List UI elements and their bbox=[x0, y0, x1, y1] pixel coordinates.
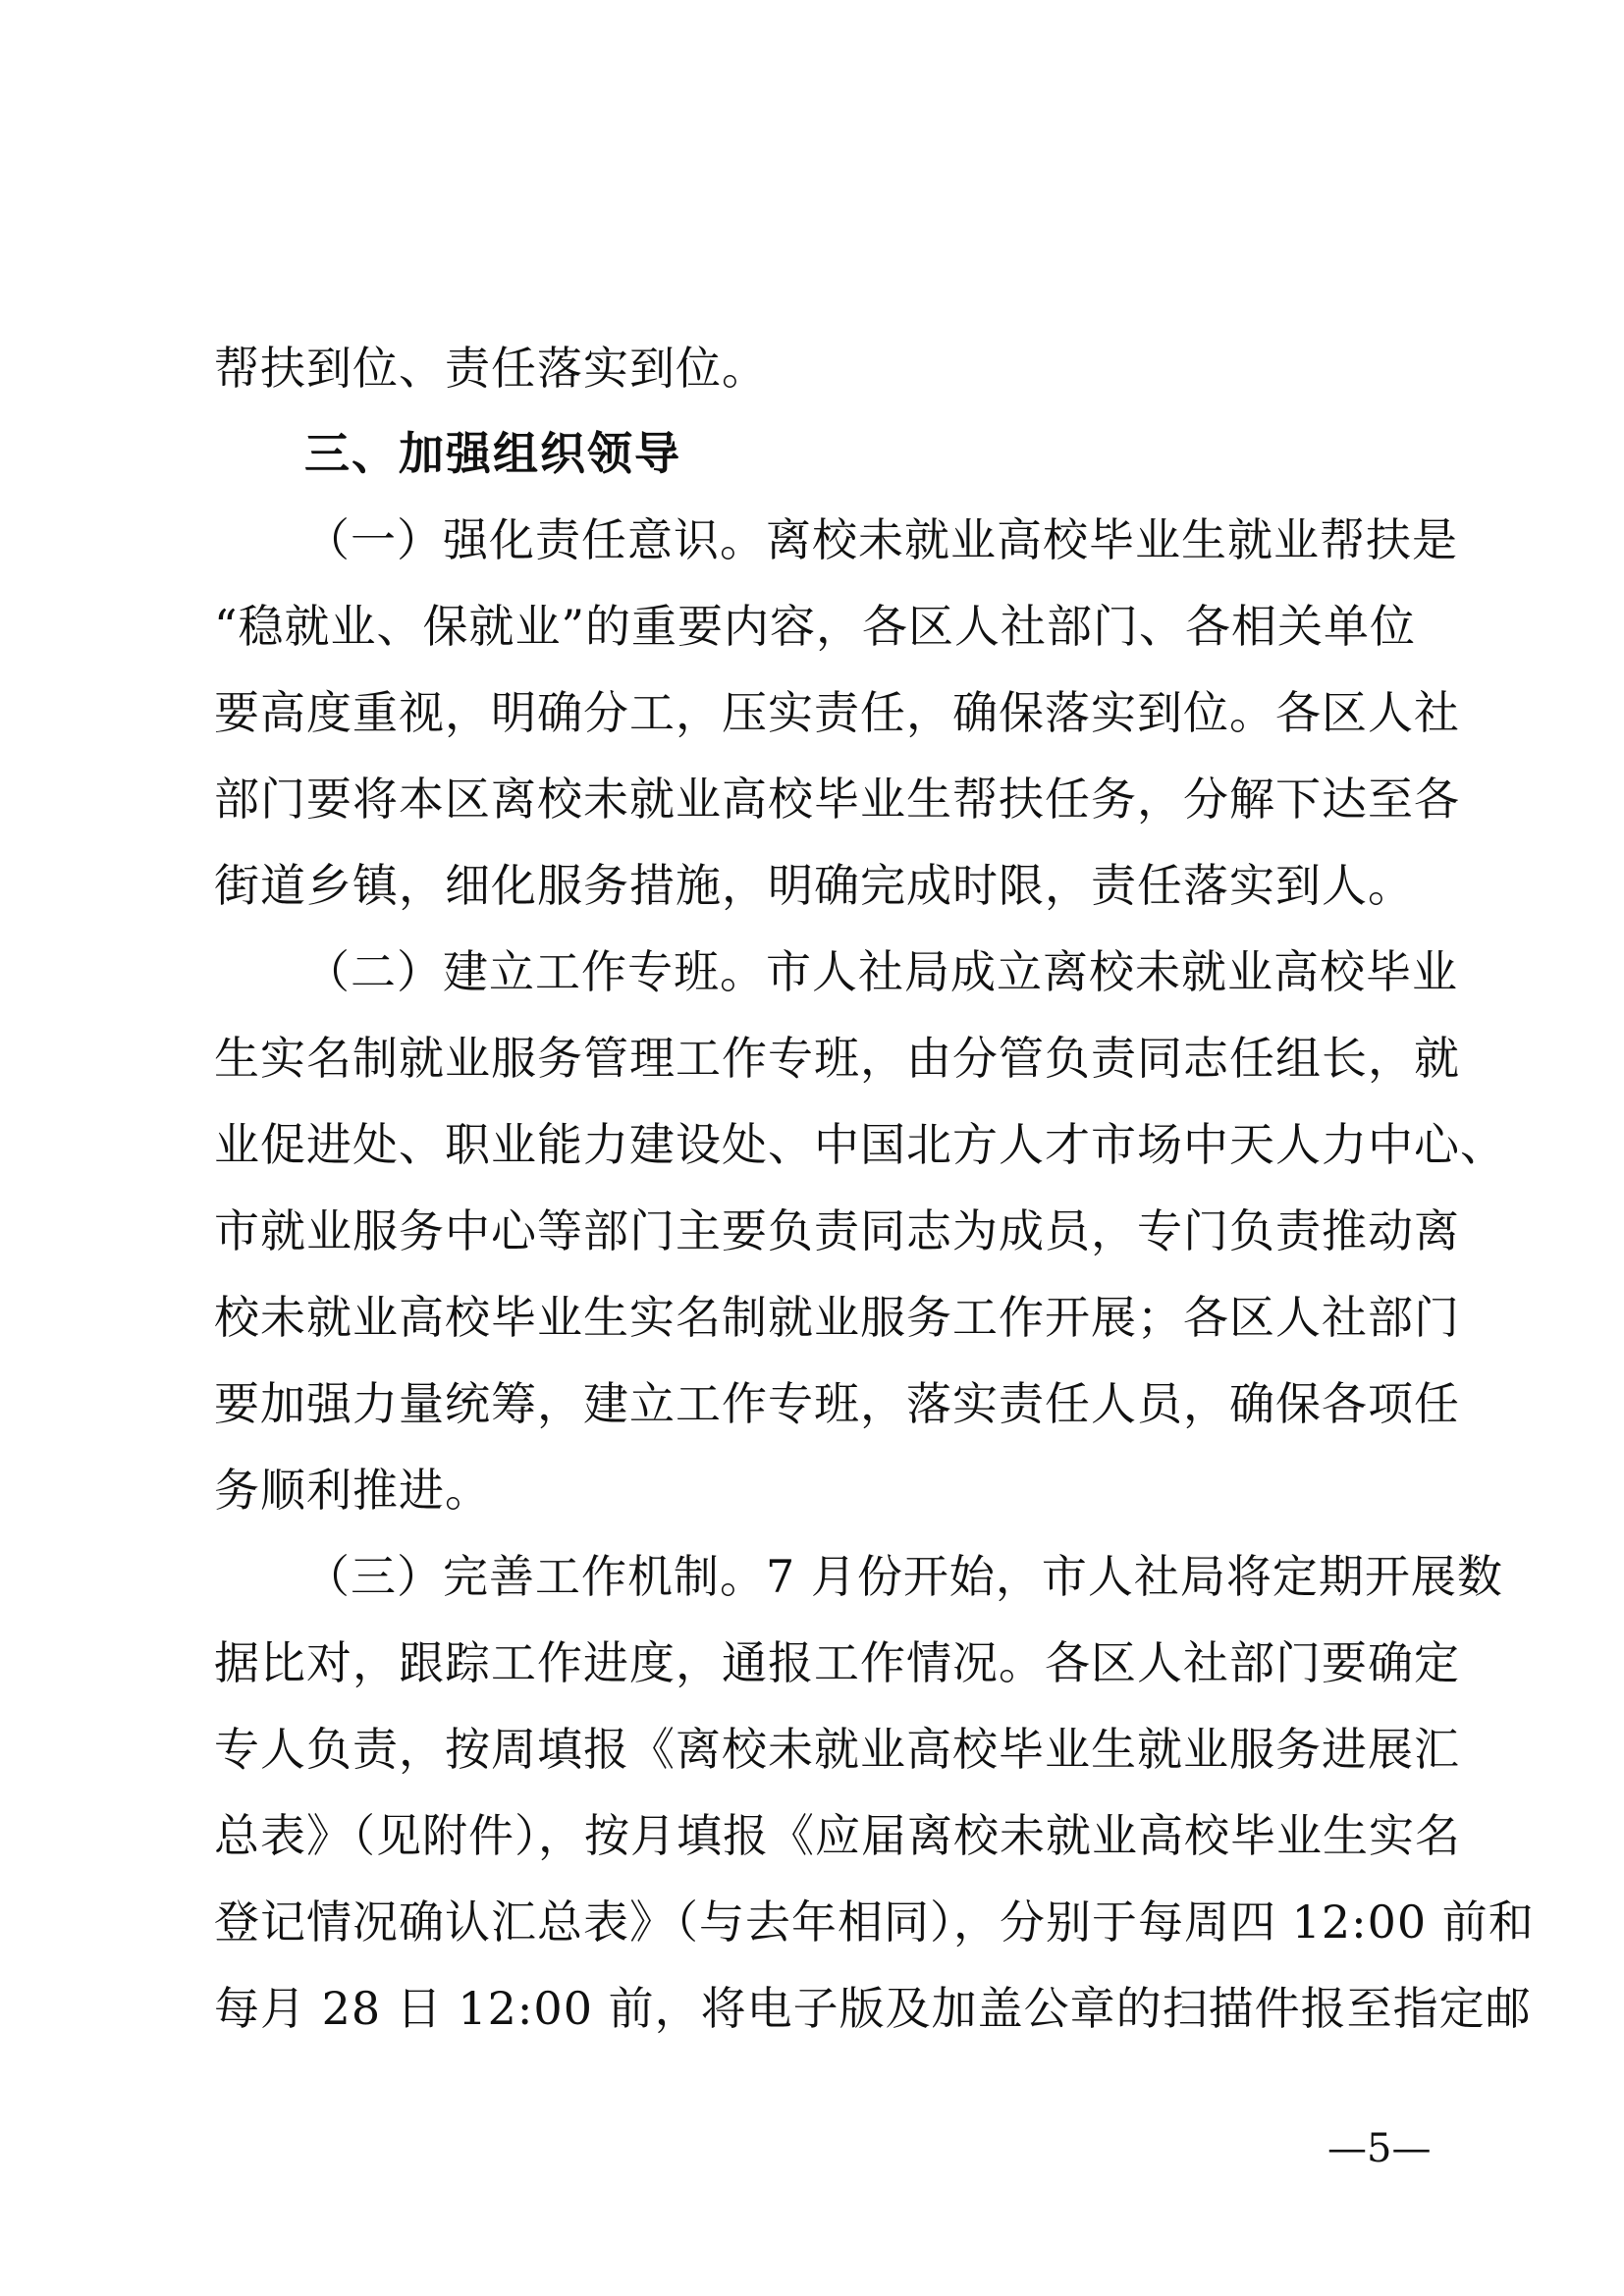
paragraph-2-line-7: 务顺利推进。 bbox=[214, 1464, 491, 1517]
paragraph-3-line-5: 登记情况确认汇总表》（与去年相同），分别于每周四 12:00 前和 bbox=[214, 1896, 1535, 1949]
paragraph-3-line-1: （三）完善工作机制。7 月份开始，市人社局将定期开展数 bbox=[304, 1550, 1503, 1603]
paragraph-1-line-4: 部门要将本区离校未就业高校毕业生帮扶任务，分解下达至各 bbox=[214, 773, 1460, 826]
paragraph-2-line-1: （二）建立工作专班。市人社局成立离校未就业高校毕业 bbox=[304, 945, 1458, 998]
paragraph-3-line-6: 每月 28 日 12:00 前，将电子版及加盖公章的扫描件报至指定邮 bbox=[214, 1982, 1532, 2035]
paragraph-1-line-1: （一）强化责任意识。离校未就业高校毕业生就业帮扶是 bbox=[304, 513, 1458, 566]
paragraph-3-line-4: 总表》（见附件），按月填报《应届离校未就业高校毕业生实名 bbox=[214, 1809, 1461, 1862]
paragraph-1-line-5: 街道乡镇，细化服务措施，明确完成时限，责任落实到人。 bbox=[214, 859, 1414, 912]
paragraph-2-line-4: 市就业服务中心等部门主要负责同志为成员，专门负责推动离 bbox=[214, 1204, 1460, 1257]
paragraph-3-line-3: 专人负责，按周填报《离校未就业高校毕业生就业服务进展汇 bbox=[214, 1723, 1460, 1776]
paragraph-1-line-3: 要高度重视，明确分工，压实责任，确保落实到位。各区人社 bbox=[214, 686, 1460, 739]
paragraph-2-line-2: 生实名制就业服务管理工作专班，由分管负责同志任组长，就 bbox=[214, 1032, 1460, 1085]
paragraph-3-line-2: 据比对，跟踪工作进度，通报工作情况。各区人社部门要确定 bbox=[214, 1636, 1460, 1689]
paragraph-line-continuation: 帮扶到位、责任落实到位。 bbox=[214, 342, 768, 395]
paragraph-2-line-6: 要加强力量统筹，建立工作专班，落实责任人员，确保各项任 bbox=[214, 1377, 1460, 1430]
paragraph-2-line-3: 业促进处、职业能力建设处、中国北方人才市场中天人力中心、 bbox=[214, 1118, 1506, 1171]
paragraph-1-line-2: “稳就业、保就业”的重要内容，各区人社部门、各相关单位 bbox=[214, 600, 1417, 653]
paragraph-2-line-5: 校未就业高校毕业生实名制就业服务工作开展；各区人社部门 bbox=[214, 1291, 1460, 1344]
section-heading: 三、加强组织领导 bbox=[304, 427, 681, 480]
page-number: —5— bbox=[1327, 2126, 1432, 2171]
